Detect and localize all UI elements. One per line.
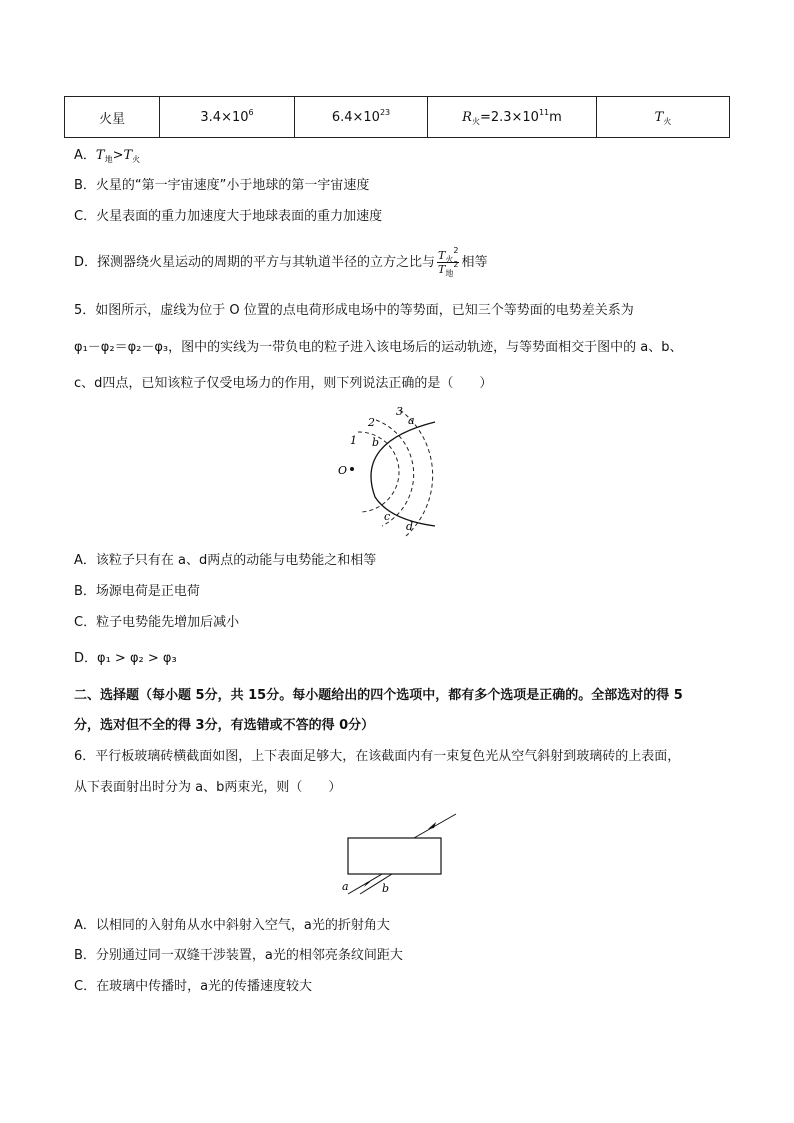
orbit-unit: m [549,109,562,125]
q4-option-a [74,147,140,165]
orbit-symbol: R [462,109,472,125]
label-2: 2 [368,416,375,429]
q5-stem-line2: φ₁－φ₂＝φ₂－φ₃，图中的实线为一带负电的粒子进入该电场后的运动轨迹，与等势面相交于图中的 a、b、 [74,340,683,355]
period-cell [597,97,730,138]
mass-exponent: 23 [379,107,391,117]
label-a: a [342,880,349,893]
symbol-sub: 地 [445,269,454,278]
q5-option-a: A．该粒子只有在 a、d两点的动能与电势能之和相等 [74,553,377,568]
planet-cell: 火星 [65,97,160,138]
symbol-sub: 火 [445,255,454,264]
label-d: d [406,520,414,533]
particle-trajectory [371,422,435,526]
symbol-t: T [438,249,446,262]
option-label: A． [74,148,96,163]
symbol-sub: 地 [104,155,113,164]
q6-option-c: C．在玻璃中传播时，a光的传播速度较大 [74,979,313,994]
fraction-denominator [438,260,459,278]
q5-option-c: C．粒子电势能先增加后减小 [74,615,240,630]
glass-slab-figure [330,810,470,900]
label-c: c [384,510,391,523]
point-charge-o [350,467,354,471]
q5-stem-line3: c、d四点，已知该粒子仅受电场力的作用，则下列说法正确的是（ ） [74,376,493,391]
period-ratio-fraction [437,246,459,278]
equipotential-3 [400,410,433,536]
q5-option-d: D．φ₁ > φ₂ > φ₃ [74,651,177,666]
q6-stem-line2: 从下表面射出时分为 a、b两束光，则（ ） [74,780,342,795]
greater-than: > [112,148,124,163]
q5-option-b: B．场源电荷是正电荷 [74,584,200,599]
incident-ray [414,814,456,838]
orbit-exponent: 11 [538,107,550,117]
orbit-symbol-sub: 火 [471,116,480,126]
label-a: a [408,414,415,427]
symbol-sub: 火 [132,155,141,164]
mass-value: 6.4×10 [331,109,380,125]
symbol-sup: 2 [453,260,459,269]
incident-arrow-icon [428,822,436,829]
radius-value: 3.4×10 [200,109,249,125]
radius-exponent: 6 [248,107,254,117]
orbit-value: =2.3×10 [479,109,539,125]
period-symbol: T [654,109,664,125]
section2-heading-line1: 二、选择题（每小题 5分，共 15分。每小题给出的四个选项中，都有多个选项是正确的。全部选对的得 5 [74,688,683,703]
label-3: 3 [396,405,403,418]
section2-heading-line2: 分，选对但不全的得 3分，有选错或不答的得 0分） [74,718,375,733]
q6-stem-line1: 6．平行板玻璃砖横截面如图，上下表面足够大，在该截面内有一束复色光从空气斜射到玻璃砖的上表面， [74,749,681,764]
option-tail: 相等 [461,255,488,270]
equipotential-2 [376,420,414,526]
q6-option-a: A．以相同的入射角从水中斜射入空气，a光的折射角大 [74,918,390,933]
q4-option-b: B．火星的“第一宇宙速度”小于地球的第一宇宙速度 [74,178,370,193]
label-o: O [338,464,348,477]
label-b: b [382,882,390,895]
q4-option-d [74,246,488,278]
symbol-sup: 2 [453,246,459,255]
option-text: D．探测器绕火星运动的周期的平方与其轨道半径的立方之比与 [74,255,436,270]
symbol-t: T [123,148,133,163]
table-row [65,97,730,138]
symbol-t: T [438,263,446,276]
q6-option-b: B．分别通过同一双缝干涉装置，a光的相邻亮条纹间距大 [74,948,403,963]
orbit-radius-cell [428,97,597,138]
mars-data-table [64,96,730,138]
label-b: b [372,436,380,449]
symbol-t: T [95,148,105,163]
glass-slab [348,838,441,874]
period-symbol-sub: 火 [663,116,672,126]
radius-cell [160,97,295,138]
label-1: 1 [350,434,357,447]
q5-stem-line1: 5．如图所示，虚线为位于 O 位置的点电荷形成电场中的等势面，已知三个等势面的电势差关系为 [74,303,634,318]
q4-option-c: C．火星表面的重力加速度大于地球表面的重力加速度 [74,209,383,224]
equipotential-figure [330,402,450,542]
mass-cell [295,97,428,138]
